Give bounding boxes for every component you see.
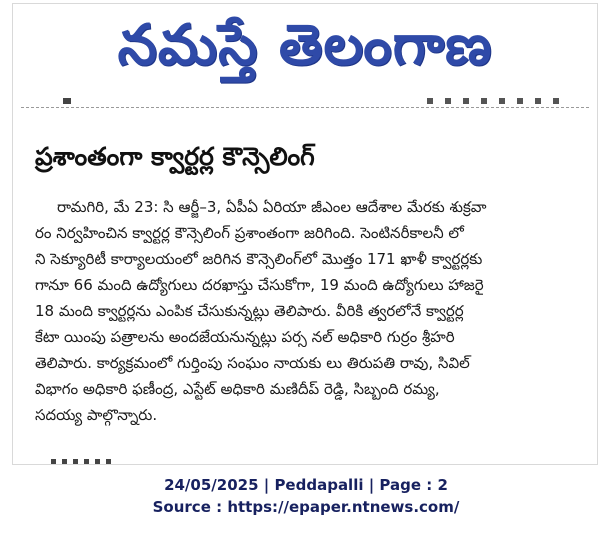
article-line: గానూ 66 మంది ఉద్యోగులు దరఖాస్తు చేసుకోగా, 19 మంది ఉద్యోగులు హాజరై <box>35 276 484 294</box>
newspaper-clipping <box>12 3 598 465</box>
cut-artifact-right <box>427 98 567 104</box>
article-line: సదయ్య పాల్గొన్నారు. <box>35 406 158 424</box>
footer-date-line: 24/05/2025 | Peddapalli | Page : 2 <box>164 476 448 494</box>
footer-source-line: Source : https://epaper.ntnews.com/ <box>152 498 460 516</box>
masthead-title: నమస్తే తెలంగాణ <box>117 13 493 78</box>
cut-artifact-bottom <box>51 459 111 465</box>
article-body <box>35 194 595 428</box>
masthead <box>13 4 597 96</box>
article-line: 18 మంది క్వార్టర్లను ఎంపిక చేసుకున్నట్లు తెలిపారు. వీరికి త్వరలోనే క్వార్టర్ల <box>35 302 464 320</box>
article-line: ని సెక్యూరిటీ కార్యాలయంలో జరిగిన కౌన్సెలింగ్‌లో మొత్తం 171 ఖాళీ క్వార్టర్లకు <box>35 250 483 268</box>
article-line: తెలిపారు. కార్యక్రమంలో గుర్తింపు సంఘం నాయకు లు తిరుపతి రావు, సివిల్ <box>35 354 470 372</box>
article-line: విభాగం అధికారి ఫణీంద్ర, ఎస్టేట్ అధికారి మణిదీప్ రెడ్డి, సిబ్బంది రమ్య, <box>35 380 440 398</box>
article-headline: ప్రశాంతంగా క్వార్టర్ల కౌన్సెలింగ్ <box>35 142 315 171</box>
cut-artifact-left <box>63 98 71 104</box>
article-line: రం నిర్వహించిన క్వార్టర్ల కౌన్సెలింగ్ ప్రశాంతంగా జరిగింది. సెంటినరీకాలనీ లో <box>35 224 464 242</box>
article-line: కేటా యింపు పత్రాలను అందజేయనున్నట్లు పర్స నల్ అధికారి గుర్రం శ్రీహరి <box>35 328 455 346</box>
article-line: రామగిరి, మే 23: సి ఆర్జీ–3, ఏపీఏ ఏరియా జీఎంల ఆదేశాల మేరకు శుక్రవా <box>57 198 487 216</box>
